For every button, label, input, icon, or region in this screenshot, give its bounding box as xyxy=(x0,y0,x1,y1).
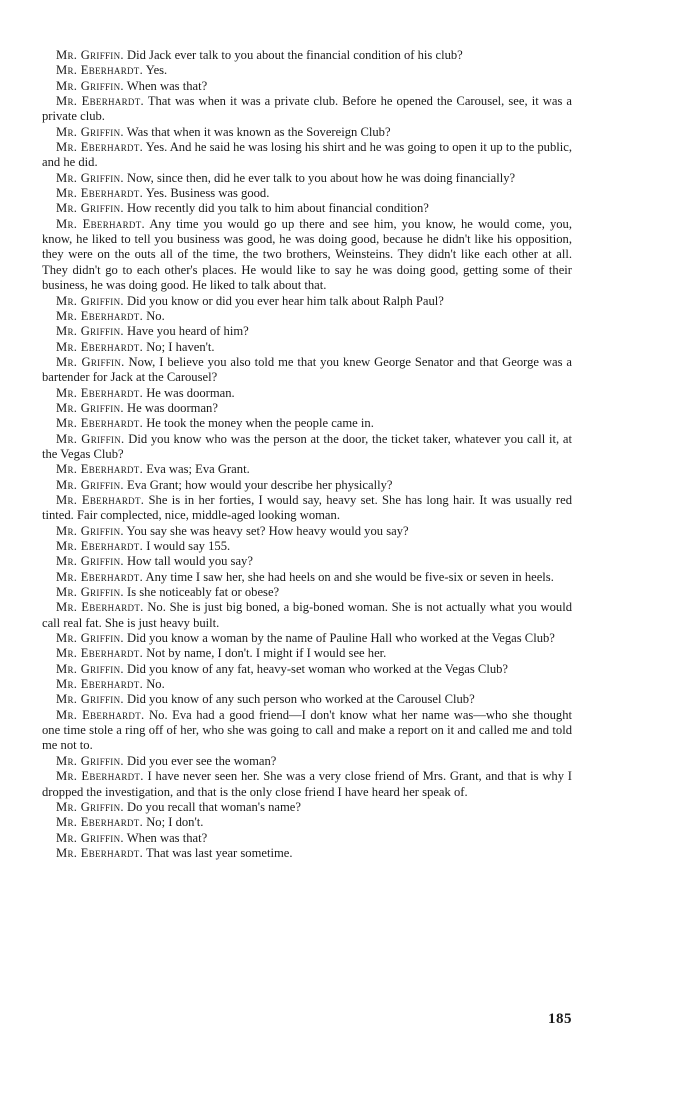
testimony-paragraph xyxy=(42,539,572,554)
testimony-paragraph xyxy=(42,846,572,861)
testimony-statement: He took the money when the people came in. xyxy=(146,416,374,431)
testimony-paragraph xyxy=(42,79,572,94)
speaker-name: Mr. Eberhardt. xyxy=(56,462,144,477)
testimony-statement: Have you heard of him? xyxy=(127,324,249,339)
testimony-paragraph xyxy=(42,63,572,78)
testimony-paragraph xyxy=(42,140,572,171)
testimony-statement: He was doorman? xyxy=(127,400,218,415)
testimony-paragraph xyxy=(42,355,572,386)
speaker-name: Mr. Eberhardt. xyxy=(56,140,144,155)
testimony-paragraph xyxy=(42,754,572,769)
testimony-paragraph xyxy=(42,646,572,661)
speaker-name: Mr. Griffin. xyxy=(56,78,124,93)
speaker-name: Mr. Griffin. xyxy=(56,631,124,646)
testimony-statement: Did you know a woman by the name of Pauline Hall who worked at the Vegas Club? xyxy=(127,631,555,646)
testimony-statement: No. xyxy=(146,308,165,323)
testimony-statement: Yes. Business was good. xyxy=(145,186,270,201)
speaker-name: Mr. Eberhardt. xyxy=(56,569,144,584)
testimony-statement: That was last year sometime. xyxy=(145,845,293,860)
speaker-name: Mr. Griffin. xyxy=(56,692,124,707)
speaker-name: Mr. Eberhardt. xyxy=(56,216,145,231)
testimony-paragraph xyxy=(42,831,572,846)
testimony-paragraph xyxy=(42,432,572,463)
testimony-statement: I have never seen her. She was a very close friend of Mrs. Grant, and that is why I dropped the investigation, and that is the only close friend I have heard her speak of. xyxy=(42,769,572,799)
testimony-statement: Was that when it was known as the Sovereign Club? xyxy=(126,124,391,139)
page-number: 185 xyxy=(548,1011,572,1027)
speaker-name: Mr. Griffin. xyxy=(56,201,124,216)
testimony-statement: She is in her forties, I would say, heavy set. She has long hair. It was usually red tinted. Fair complected, nice, middle-aged looking woman. xyxy=(42,492,572,523)
speaker-name: Mr. Eberhardt. xyxy=(56,416,144,431)
testimony-paragraph xyxy=(42,815,572,830)
testimony-statement: No. Eva had a good friend—I don't know what her name was—who she thought one time stole a ring off of her, who she was going to call and make a report on it and called me and told me not to. xyxy=(42,707,572,753)
testimony-statement: No; I don't. xyxy=(146,815,204,830)
speaker-name: Mr. Eberhardt. xyxy=(56,707,145,722)
speaker-name: Mr. Eberhardt. xyxy=(56,492,145,507)
speaker-name: Mr. Eberhardt. xyxy=(56,815,144,830)
testimony-paragraph xyxy=(42,554,572,569)
testimony-statement: Now, I believe you also told me that you knew George Senator and that George was a bartender for Jack at the Carousel? xyxy=(42,354,572,385)
testimony-paragraph xyxy=(42,570,572,585)
testimony-statement: Now, since then, did he ever talk to you about how he was doing financially? xyxy=(127,170,516,185)
speaker-name: Mr. Griffin. xyxy=(56,170,124,185)
testimony-statement: Yes. xyxy=(145,63,168,78)
testimony-paragraph xyxy=(42,309,572,324)
testimony-paragraph xyxy=(42,800,572,815)
testimony-paragraph xyxy=(42,600,572,631)
testimony-statement: No. xyxy=(146,677,165,692)
speaker-name: Mr. Griffin. xyxy=(56,400,124,415)
testimony-statement: Do you recall that woman's name? xyxy=(127,799,301,814)
testimony-paragraph xyxy=(42,692,572,707)
testimony-paragraph xyxy=(42,416,572,431)
testimony-paragraph xyxy=(42,631,572,646)
speaker-name: Mr. Griffin. xyxy=(56,431,125,446)
testimony-statement: Did you know who was the person at the door, the ticket taker, whatever you call it, at the Vegas Club? xyxy=(42,431,572,461)
testimony-statement: Eva Grant; how would your describe her physically? xyxy=(127,477,393,492)
testimony-paragraph xyxy=(42,201,572,216)
speaker-name: Mr. Griffin. xyxy=(56,661,124,676)
speaker-name: Mr. Griffin. xyxy=(56,48,124,62)
speaker-name: Mr. Eberhardt. xyxy=(56,385,144,400)
testimony-paragraph xyxy=(42,708,572,754)
testimony-paragraph xyxy=(42,401,572,416)
testimony-paragraph xyxy=(42,294,572,309)
testimony-paragraph xyxy=(42,125,572,140)
speaker-name: Mr. Griffin. xyxy=(56,554,124,569)
speaker-name: Mr. Griffin. xyxy=(56,354,125,369)
testimony-paragraph xyxy=(42,493,572,524)
speaker-name: Mr. Griffin. xyxy=(56,799,124,814)
testimony-text xyxy=(42,48,572,861)
testimony-paragraph xyxy=(42,524,572,539)
speaker-name: Mr. Eberhardt. xyxy=(56,845,144,860)
speaker-name: Mr. Eberhardt. xyxy=(56,186,144,201)
testimony-paragraph xyxy=(42,662,572,677)
testimony-statement: I would say 155. xyxy=(146,539,231,553)
testimony-statement: Did Jack ever talk to you about the financial condition of his club? xyxy=(127,48,463,62)
testimony-paragraph xyxy=(42,48,572,63)
speaker-name: Mr. Griffin. xyxy=(56,477,124,492)
testimony-paragraph xyxy=(42,769,572,800)
testimony-statement: Eva was; Eva Grant. xyxy=(146,462,250,477)
testimony-statement: When was that? xyxy=(126,78,208,93)
testimony-paragraph xyxy=(42,94,572,125)
testimony-statement: Did you know or did you ever hear him talk about Ralph Paul? xyxy=(127,293,444,308)
testimony-statement: He was doorman. xyxy=(146,385,235,400)
testimony-statement: Did you know of any fat, heavy-set woman who worked at the Vegas Club? xyxy=(127,661,509,676)
speaker-name: Mr. Griffin. xyxy=(56,830,124,845)
testimony-statement: Is she noticeably fat or obese? xyxy=(127,585,280,600)
testimony-statement: Yes. And he said he was losing his shirt and he was going to open it up to the public, and he did. xyxy=(42,140,572,170)
testimony-statement: How recently did you talk to him about financial condition? xyxy=(127,201,429,216)
speaker-name: Mr. Griffin. xyxy=(56,324,124,339)
speaker-name: Mr. Eberhardt. xyxy=(56,63,144,78)
speaker-name: Mr. Griffin. xyxy=(56,753,124,768)
testimony-statement: Any time you would go up there and see him, you know, he would come, you, know, he liked to tell you business was good, he was doing good, because he didn't like his opposition, they were on the outs all of the time, the two brothers, Weinsteins. They didn't like each other at all. They didn't go to each other's places. He would like to say he was doing good, getting some of their business, he was doing good. He liked to talk about that. xyxy=(42,216,572,293)
speaker-name: Mr. Griffin. xyxy=(56,293,124,308)
testimony-statement: How tall would you say? xyxy=(127,554,253,569)
testimony-statement: That was when it was a private club. Before he opened the Carousel, see, it was a private club. xyxy=(42,94,572,124)
speaker-name: Mr. Griffin. xyxy=(56,585,124,600)
testimony-paragraph xyxy=(42,478,572,493)
testimony-statement: When was that? xyxy=(126,830,208,845)
speaker-name: Mr. Eberhardt. xyxy=(56,600,144,615)
speaker-name: Mr. Eberhardt. xyxy=(56,339,144,354)
speaker-name: Mr. Eberhardt. xyxy=(56,308,144,323)
testimony-paragraph xyxy=(42,462,572,477)
testimony-statement: Did you know of any such person who worked at the Carousel Club? xyxy=(127,692,475,707)
speaker-name: Mr. Eberhardt. xyxy=(56,94,144,109)
speaker-name: Mr. Griffin. xyxy=(56,523,124,538)
testimony-statement: Any time I saw her, she had heels on and she would be five-six or seven in heels. xyxy=(145,569,554,584)
testimony-paragraph xyxy=(42,585,572,600)
testimony-statement: No. She is just big boned, a big-boned woman. She is not actually what you would call real fat. She is just heavy built. xyxy=(42,600,572,630)
speaker-name: Mr. Eberhardt. xyxy=(56,677,144,692)
testimony-paragraph xyxy=(42,324,572,339)
speaker-name: Mr. Eberhardt. xyxy=(56,769,144,784)
testimony-paragraph xyxy=(42,217,572,294)
testimony-statement: Not by name, I don't. I might if I would see her. xyxy=(146,646,387,661)
testimony-paragraph xyxy=(42,677,572,692)
speaker-name: Mr. Eberhardt. xyxy=(56,646,144,661)
testimony-paragraph xyxy=(42,340,572,355)
speaker-name: Mr. Griffin. xyxy=(56,124,124,139)
testimony-statement: No; I haven't. xyxy=(146,339,215,354)
speaker-name: Mr. Eberhardt. xyxy=(56,539,144,553)
testimony-statement: You say she was heavy set? How heavy would you say? xyxy=(126,523,409,538)
testimony-statement: Did you ever see the woman? xyxy=(127,753,277,768)
testimony-paragraph xyxy=(42,186,572,201)
testimony-paragraph xyxy=(42,171,572,186)
testimony-paragraph xyxy=(42,386,572,401)
